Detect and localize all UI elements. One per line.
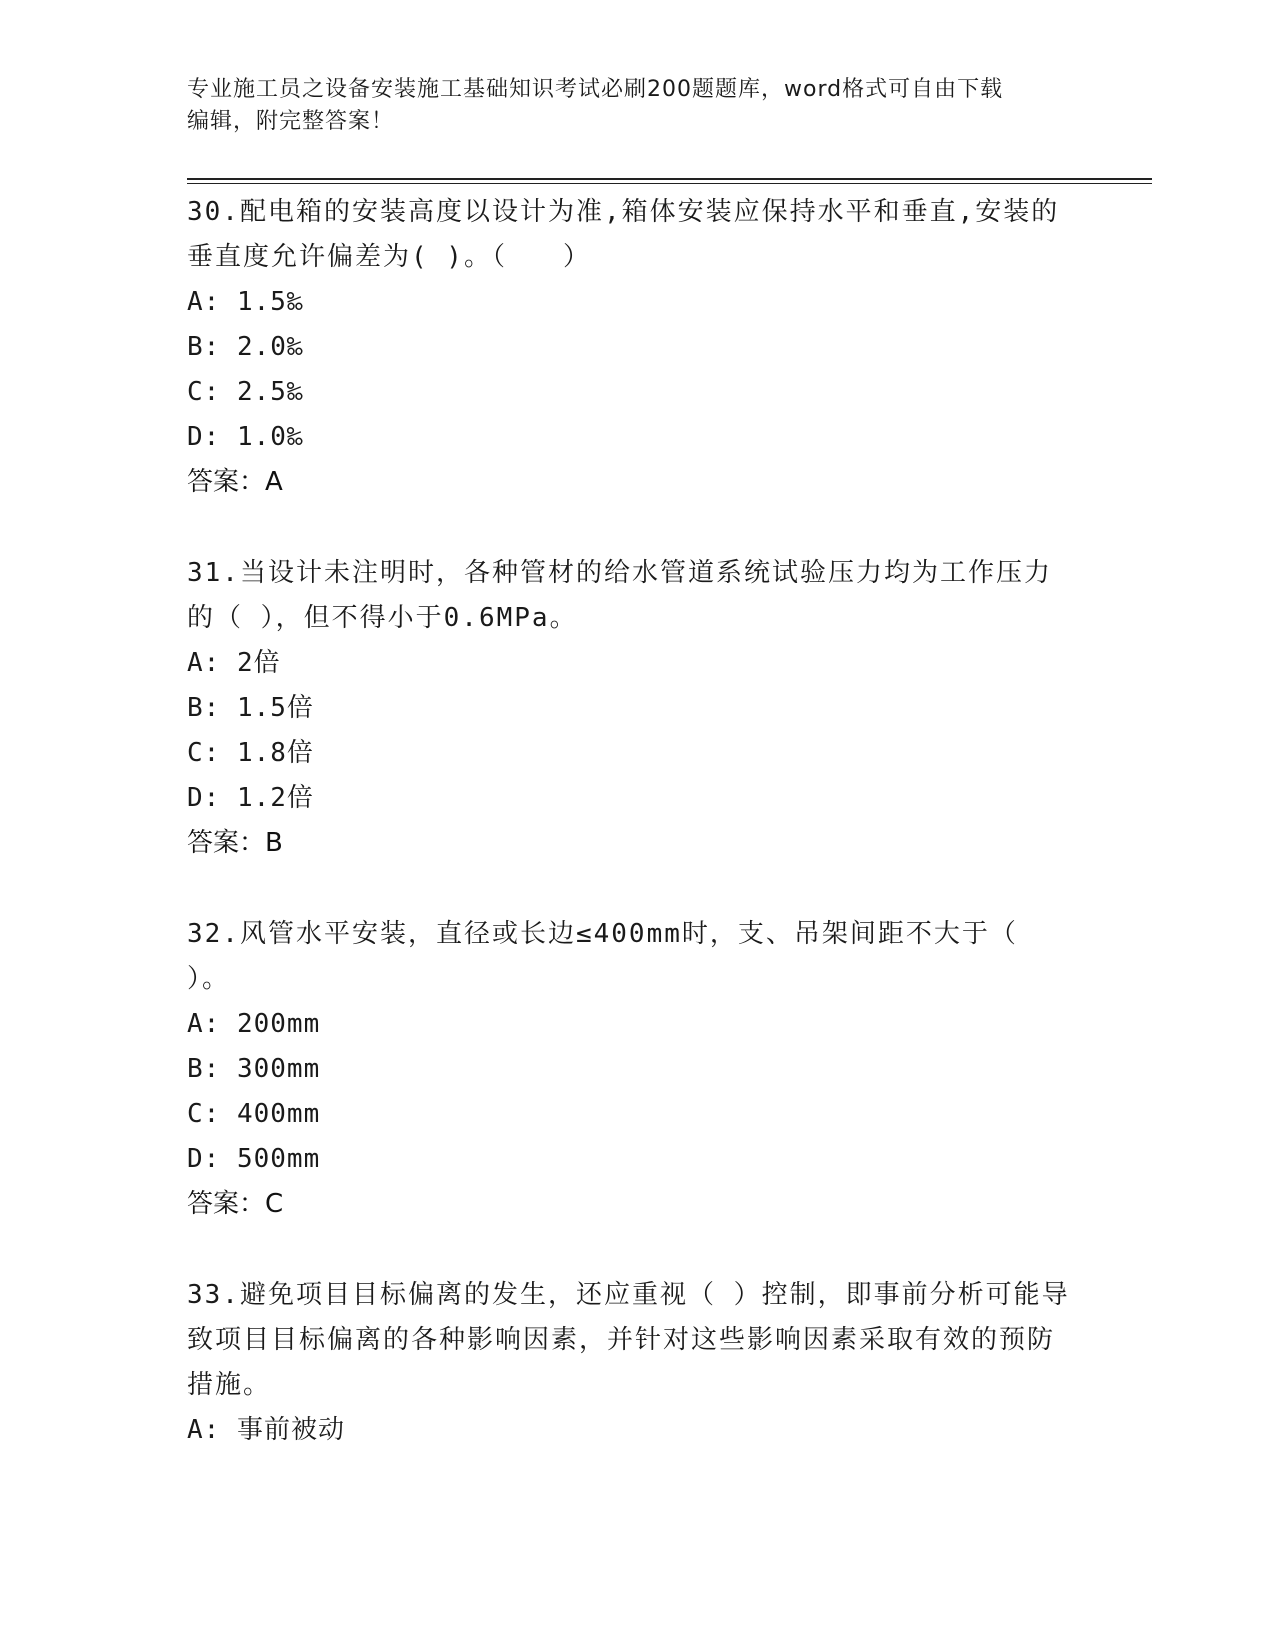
- header-rule-thick: [187, 178, 1152, 180]
- answer-line: [187, 460, 1077, 505]
- option-a: A: 1.5‰: [187, 287, 304, 317]
- option-d: D: 1.2倍: [187, 783, 314, 813]
- header-rule-thin: [187, 183, 1152, 184]
- answer-line: [187, 1182, 1077, 1227]
- option-d: D: 1.0‰: [187, 422, 304, 452]
- document-header: [187, 74, 1087, 138]
- header-title-line1: 专业施工员之设备安装施工基础知识考试必刷200题题库，word格式可自由下载: [187, 77, 1004, 102]
- question-33: [187, 1273, 1077, 1453]
- answer-label: 答案：: [187, 828, 266, 858]
- answer-value: C: [265, 1189, 284, 1219]
- option-b: B: 1.5倍: [187, 693, 314, 723]
- answer-label: 答案：: [187, 467, 266, 497]
- question-stem: 33.避免项目目标偏离的发生，还应重视（ ）控制，即事前分析可能导致项目目标偏离的各种影响因素，并针对这些影响因素采取有效的预防措施。: [187, 1280, 1070, 1400]
- header-title-line2: 编辑，附完整答案！: [187, 109, 395, 134]
- answer-value: B: [265, 828, 283, 858]
- question-stem: 31.当设计未注明时，各种管材的给水管道系统试验压力均为工作压力的（ ），但不得小于0.6MPa。: [187, 558, 1052, 633]
- option-a: A: 2倍: [187, 648, 281, 678]
- answer-value: A: [265, 467, 283, 497]
- question-31: [187, 551, 1077, 866]
- answer-label: 答案：: [187, 1189, 266, 1219]
- question-stem: 30.配电箱的安装高度以设计为准,箱体安装应保持水平和垂直,安装的垂直度允许偏差为( )。（ ）: [187, 197, 1060, 272]
- answer-line: [187, 821, 1077, 866]
- option-a: A: 200mm: [187, 1009, 321, 1039]
- question-32: [187, 912, 1077, 1227]
- option-b: B: 300mm: [187, 1054, 321, 1084]
- question-list: [187, 190, 1077, 1499]
- option-c: C: 400mm: [187, 1099, 321, 1129]
- option-d: D: 500mm: [187, 1144, 321, 1174]
- option-c: C: 2.5‰: [187, 377, 304, 407]
- option-b: B: 2.0‰: [187, 332, 304, 362]
- question-stem: 32.风管水平安装，直径或长边≤400mm时，支、吊架间距不大于（ ）。: [187, 919, 1018, 994]
- question-30: [187, 190, 1077, 505]
- option-c: C: 1.8倍: [187, 738, 314, 768]
- option-a: A: 事前被动: [187, 1415, 345, 1445]
